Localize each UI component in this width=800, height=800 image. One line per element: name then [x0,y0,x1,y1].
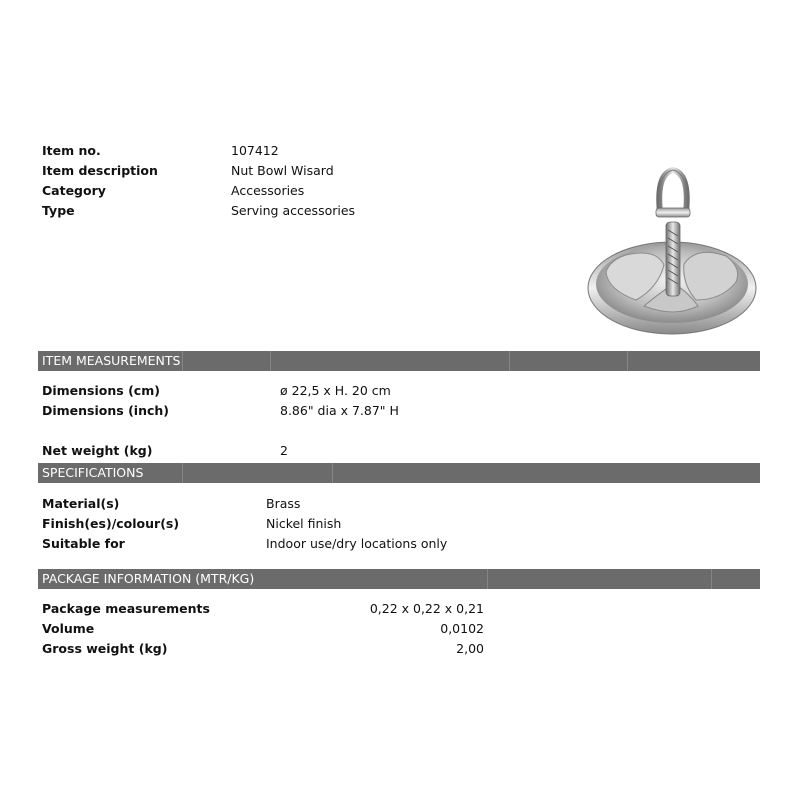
suitable-for-label: Suitable for [42,536,125,551]
column-divider [182,463,183,483]
net-weight-value: 2 [280,443,288,458]
gross-weight-label: Gross weight (kg) [42,641,168,656]
column-divider [270,351,271,371]
category-label: Category [42,183,106,198]
specifications-header [38,463,760,483]
column-divider [711,569,712,589]
specifications-title: SPECIFICATIONS [42,465,144,480]
item-no-value: 107412 [231,143,279,158]
column-divider [487,569,488,589]
finish-label: Finish(es)/colour(s) [42,516,180,531]
item-no-label: Item no. [42,143,101,158]
gross-weight-value: 2,00 [456,641,484,656]
material-value: Brass [266,496,301,511]
category-value: Accessories [231,183,305,198]
volume-label: Volume [42,621,95,636]
type-value: Serving accessories [231,203,356,218]
column-divider [509,351,510,371]
suitable-for-value: Indoor use/dry locations only [266,536,448,551]
dimensions-cm-label: Dimensions (cm) [42,383,160,398]
package-information-header [38,569,760,589]
volume-value: 0,0102 [440,621,484,636]
product-image [586,160,760,340]
dimensions-inch-value: 8.86" dia x 7.87" H [280,403,399,418]
column-divider [182,351,183,371]
item-description-label: Item description [42,163,158,178]
net-weight-label: Net weight (kg) [42,443,153,458]
type-label: Type [42,203,75,218]
dimensions-inch-label: Dimensions (inch) [42,403,169,418]
finish-value: Nickel finish [266,516,342,531]
package-measurements-label: Package measurements [42,601,210,616]
package-information-title: PACKAGE INFORMATION (MTR/KG) [42,571,255,586]
item-measurements-header [38,351,760,371]
column-divider [627,351,628,371]
package-measurements-value: 0,22 x 0,22 x 0,21 [369,601,484,616]
item-description-value: Nut Bowl Wisard [231,163,334,178]
column-divider [332,463,333,483]
dimensions-cm-value: ø 22,5 x H. 20 cm [280,383,391,398]
item-measurements-title: ITEM MEASUREMENTS [42,353,181,368]
material-label: Material(s) [42,496,120,511]
